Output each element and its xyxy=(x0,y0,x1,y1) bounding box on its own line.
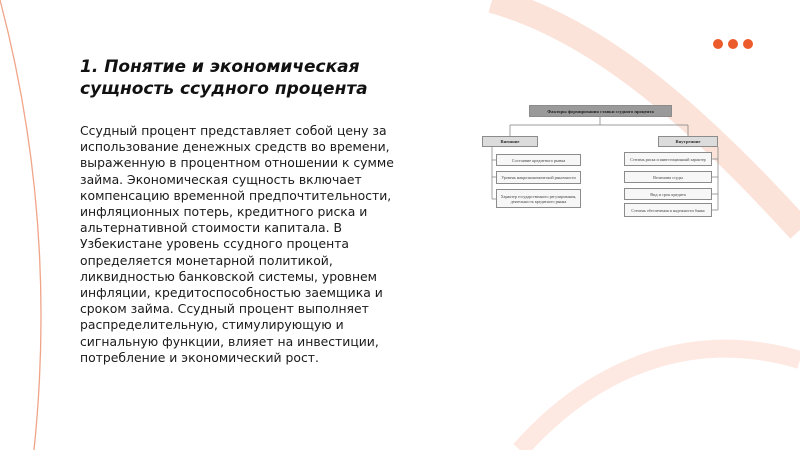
diagram-item-label: Величина ссуды xyxy=(653,174,683,180)
diagram-top-label: Факторы формирования ставки ссудного процента xyxy=(547,108,654,114)
dot-icon xyxy=(728,39,738,49)
diagram-internal-item xyxy=(624,188,712,200)
diagram-external-item xyxy=(496,171,581,184)
diagram-internal-item xyxy=(624,203,712,217)
diagram-item-label: Степень риска и инвестиционный характер xyxy=(630,156,706,162)
slide-body-text: Ссудный процент представляет собой цену за использование денежных средств во времени, выраженную в процентном отношении к сумме займа. Экономическая сущность включает компенсацию временной предпочтительности, инфляционных потерь, кредитного риска и альтернативной стоимости капитала. В Узбекистане уровень ссудного процента определяется монетарной политикой, ликвидностью банковской системы, уровнем инфляции, кредитоспособностью заемщика и сроком займа. Ссудный процент выполняет распределительную, стимулирующую и сигнальную функции, влияет на инвестиции, потребление и экономический рост. xyxy=(80,123,394,365)
dot-icon xyxy=(743,39,753,49)
diagram-internal-header xyxy=(658,136,718,147)
diagram-external-label: Внешние xyxy=(500,139,520,144)
slide-title: 1. Понятие и экономическая сущность ссудного процента xyxy=(80,57,368,99)
diagram-item-label: Вид и срок кредита xyxy=(650,191,686,197)
diagram-item-label: Характер государственного регулирования, деятельность кредитного рынка xyxy=(500,193,577,204)
diagram-item-label: Состояние кредитного рынка xyxy=(511,157,566,163)
dot-icon xyxy=(713,39,723,49)
diagram-item-label: Степень обеспечения и надежности банка xyxy=(631,207,705,213)
bottom-right-arc xyxy=(520,349,800,450)
diagram-top-box xyxy=(529,105,672,117)
diagram-internal-item xyxy=(624,171,712,183)
decor-dots xyxy=(713,39,753,49)
diagram-external-item xyxy=(496,154,581,166)
left-curve-line xyxy=(0,0,41,450)
factors-diagram xyxy=(482,105,732,225)
diagram-external-header xyxy=(482,136,538,147)
diagram-external-item xyxy=(496,189,581,208)
diagram-internal-item xyxy=(624,152,712,166)
diagram-internal-label: Внутренние xyxy=(675,139,701,144)
diagram-item-label: Уровень макроэкономической рыночности xyxy=(501,175,576,180)
